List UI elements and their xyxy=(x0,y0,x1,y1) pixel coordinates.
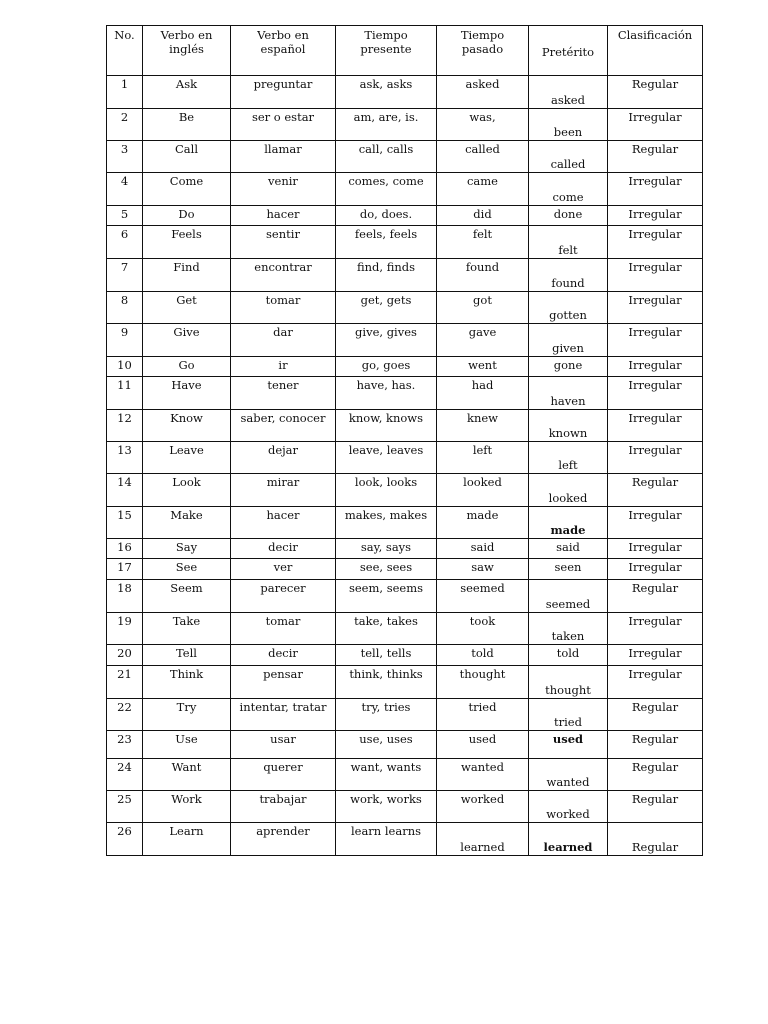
cell-spanish-verb: ser o estar xyxy=(231,109,336,141)
table-row xyxy=(107,580,703,613)
cell-preterite: known xyxy=(529,410,608,442)
cell-english-verb: Go xyxy=(143,357,231,377)
cell-present-tense: look, looks xyxy=(336,474,437,507)
cell-present-tense: comes, come xyxy=(336,173,437,206)
cell-spanish-verb: hacer xyxy=(231,507,336,539)
table-row xyxy=(107,645,703,666)
cell-present-tense: call, calls xyxy=(336,141,437,173)
cell-present-tense: find, finds xyxy=(336,259,437,292)
cell-no: 25 xyxy=(107,791,143,823)
cell-spanish-verb: mirar xyxy=(231,474,336,507)
cell-classification: Irregular xyxy=(608,559,703,580)
cell-present-tense: work, works xyxy=(336,791,437,823)
cell-no: 4 xyxy=(107,173,143,206)
cell-spanish-verb: parecer xyxy=(231,580,336,613)
cell-spanish-verb: saber, conocer xyxy=(231,410,336,442)
table-row xyxy=(107,759,703,791)
cell-present-tense: do, does. xyxy=(336,206,437,226)
cell-present-tense: know, knows xyxy=(336,410,437,442)
cell-spanish-verb: dar xyxy=(231,324,336,357)
cell-no: 26 xyxy=(107,823,143,856)
cell-preterite: made xyxy=(529,507,608,539)
cell-english-verb: Leave xyxy=(143,442,231,474)
cell-past-tense: called xyxy=(437,141,529,173)
cell-present-tense: take, takes xyxy=(336,613,437,645)
verbs-table xyxy=(106,25,703,856)
cell-english-verb: Come xyxy=(143,173,231,206)
cell-english-verb: Give xyxy=(143,324,231,357)
cell-spanish-verb: aprender xyxy=(231,823,336,856)
cell-present-tense: go, goes xyxy=(336,357,437,377)
cell-preterite: used xyxy=(529,731,608,759)
cell-present-tense: see, sees xyxy=(336,559,437,580)
cell-english-verb: Have xyxy=(143,377,231,410)
cell-classification: Irregular xyxy=(608,613,703,645)
cell-no: 11 xyxy=(107,377,143,410)
cell-present-tense: have, has. xyxy=(336,377,437,410)
cell-spanish-verb: decir xyxy=(231,645,336,666)
cell-classification: Regular xyxy=(608,731,703,759)
cell-past-tense: used xyxy=(437,731,529,759)
cell-preterite: called xyxy=(529,141,608,173)
cell-classification: Irregular xyxy=(608,109,703,141)
cell-preterite: thought xyxy=(529,666,608,699)
cell-past-tense: took xyxy=(437,613,529,645)
cell-spanish-verb: tener xyxy=(231,377,336,410)
cell-past-tense: looked xyxy=(437,474,529,507)
cell-classification: Irregular xyxy=(608,666,703,699)
cell-past-tense: seemed xyxy=(437,580,529,613)
cell-no: 24 xyxy=(107,759,143,791)
cell-past-tense: made xyxy=(437,507,529,539)
cell-spanish-verb: tomar xyxy=(231,292,336,324)
cell-present-tense: makes, makes xyxy=(336,507,437,539)
cell-spanish-verb: usar xyxy=(231,731,336,759)
table-row xyxy=(107,666,703,699)
cell-english-verb: Make xyxy=(143,507,231,539)
cell-english-verb: Call xyxy=(143,141,231,173)
cell-no: 1 xyxy=(107,76,143,109)
cell-classification: Regular xyxy=(608,76,703,109)
table-row xyxy=(107,324,703,357)
cell-past-tense: wanted xyxy=(437,759,529,791)
cell-preterite: seemed xyxy=(529,580,608,613)
cell-spanish-verb: decir xyxy=(231,539,336,559)
cell-english-verb: Take xyxy=(143,613,231,645)
table-row xyxy=(107,226,703,259)
table-row xyxy=(107,559,703,580)
cell-classification: Irregular xyxy=(608,173,703,206)
cell-classification: Regular xyxy=(608,141,703,173)
cell-past-tense: told xyxy=(437,645,529,666)
cell-preterite: felt xyxy=(529,226,608,259)
table-row xyxy=(107,357,703,377)
cell-past-tense: found xyxy=(437,259,529,292)
cell-classification: Irregular xyxy=(608,357,703,377)
cell-no: 19 xyxy=(107,613,143,645)
table-row xyxy=(107,206,703,226)
table-row xyxy=(107,613,703,645)
cell-past-tense: was, xyxy=(437,109,529,141)
cell-no: 20 xyxy=(107,645,143,666)
cell-classification: Irregular xyxy=(608,226,703,259)
cell-preterite: learned xyxy=(529,823,608,856)
cell-preterite: found xyxy=(529,259,608,292)
cell-no: 9 xyxy=(107,324,143,357)
cell-english-verb: Tell xyxy=(143,645,231,666)
cell-no: 14 xyxy=(107,474,143,507)
cell-past-tense: came xyxy=(437,173,529,206)
cell-english-verb: Want xyxy=(143,759,231,791)
cell-present-tense: leave, leaves xyxy=(336,442,437,474)
cell-spanish-verb: sentir xyxy=(231,226,336,259)
table-row xyxy=(107,259,703,292)
cell-preterite: tried xyxy=(529,699,608,731)
cell-present-tense: am, are, is. xyxy=(336,109,437,141)
cell-no: 23 xyxy=(107,731,143,759)
header-past-tense: Tiempo pasado xyxy=(437,26,529,76)
cell-classification: Irregular xyxy=(608,645,703,666)
cell-spanish-verb: dejar xyxy=(231,442,336,474)
cell-classification: Irregular xyxy=(608,292,703,324)
cell-present-tense: learn learns xyxy=(336,823,437,856)
cell-spanish-verb: encontrar xyxy=(231,259,336,292)
table-row xyxy=(107,173,703,206)
cell-english-verb: Look xyxy=(143,474,231,507)
cell-past-tense: worked xyxy=(437,791,529,823)
cell-classification: Regular xyxy=(608,474,703,507)
cell-past-tense: felt xyxy=(437,226,529,259)
table-row xyxy=(107,507,703,539)
cell-classification: Irregular xyxy=(608,259,703,292)
cell-no: 13 xyxy=(107,442,143,474)
cell-english-verb: Feels xyxy=(143,226,231,259)
verbs-body xyxy=(107,76,703,856)
cell-spanish-verb: venir xyxy=(231,173,336,206)
header-spanish-verb: Verbo en español xyxy=(231,26,336,76)
cell-english-verb: Find xyxy=(143,259,231,292)
cell-english-verb: Know xyxy=(143,410,231,442)
cell-classification: Regular xyxy=(608,759,703,791)
cell-english-verb: Learn xyxy=(143,823,231,856)
header-preterite: Pretérito xyxy=(529,26,608,76)
cell-preterite: come xyxy=(529,173,608,206)
cell-no: 5 xyxy=(107,206,143,226)
cell-spanish-verb: llamar xyxy=(231,141,336,173)
cell-preterite: given xyxy=(529,324,608,357)
cell-spanish-verb: tomar xyxy=(231,613,336,645)
cell-no: 7 xyxy=(107,259,143,292)
cell-present-tense: get, gets xyxy=(336,292,437,324)
header-no: No. xyxy=(107,26,143,76)
cell-present-tense: say, says xyxy=(336,539,437,559)
cell-classification: Regular xyxy=(608,791,703,823)
cell-classification: Irregular xyxy=(608,377,703,410)
cell-preterite: said xyxy=(529,539,608,559)
cell-preterite: taken xyxy=(529,613,608,645)
cell-preterite: looked xyxy=(529,474,608,507)
cell-preterite: told xyxy=(529,645,608,666)
table-row xyxy=(107,76,703,109)
cell-no: 22 xyxy=(107,699,143,731)
table-row xyxy=(107,410,703,442)
cell-spanish-verb: trabajar xyxy=(231,791,336,823)
cell-preterite: wanted xyxy=(529,759,608,791)
cell-no: 6 xyxy=(107,226,143,259)
cell-past-tense: knew xyxy=(437,410,529,442)
cell-english-verb: Be xyxy=(143,109,231,141)
cell-no: 3 xyxy=(107,141,143,173)
table-row xyxy=(107,699,703,731)
cell-no: 12 xyxy=(107,410,143,442)
cell-classification: Irregular xyxy=(608,324,703,357)
cell-classification: Irregular xyxy=(608,410,703,442)
cell-no: 2 xyxy=(107,109,143,141)
cell-spanish-verb: querer xyxy=(231,759,336,791)
header-english-verb: Verbo en inglés xyxy=(143,26,231,76)
cell-english-verb: Work xyxy=(143,791,231,823)
cell-past-tense: saw xyxy=(437,559,529,580)
header-row xyxy=(107,26,703,76)
cell-preterite: worked xyxy=(529,791,608,823)
cell-english-verb: Ask xyxy=(143,76,231,109)
cell-present-tense: give, gives xyxy=(336,324,437,357)
cell-english-verb: Use xyxy=(143,731,231,759)
table-row xyxy=(107,292,703,324)
cell-present-tense: want, wants xyxy=(336,759,437,791)
cell-present-tense: use, uses xyxy=(336,731,437,759)
cell-spanish-verb: ver xyxy=(231,559,336,580)
cell-preterite: haven xyxy=(529,377,608,410)
cell-no: 8 xyxy=(107,292,143,324)
cell-present-tense: feels, feels xyxy=(336,226,437,259)
table-row xyxy=(107,474,703,507)
cell-present-tense: tell, tells xyxy=(336,645,437,666)
cell-classification: Regular xyxy=(608,699,703,731)
cell-preterite: asked xyxy=(529,76,608,109)
table-row xyxy=(107,377,703,410)
cell-spanish-verb: hacer xyxy=(231,206,336,226)
cell-spanish-verb: pensar xyxy=(231,666,336,699)
cell-present-tense: seem, seems xyxy=(336,580,437,613)
cell-classification: Irregular xyxy=(608,507,703,539)
cell-english-verb: See xyxy=(143,559,231,580)
cell-past-tense: thought xyxy=(437,666,529,699)
cell-preterite: left xyxy=(529,442,608,474)
cell-english-verb: Seem xyxy=(143,580,231,613)
cell-past-tense: learned xyxy=(437,823,529,856)
cell-past-tense: had xyxy=(437,377,529,410)
cell-classification: Irregular xyxy=(608,206,703,226)
cell-past-tense: did xyxy=(437,206,529,226)
header-present-tense: Tiempo presente xyxy=(336,26,437,76)
cell-english-verb: Do xyxy=(143,206,231,226)
cell-spanish-verb: intentar, tratar xyxy=(231,699,336,731)
cell-english-verb: Get xyxy=(143,292,231,324)
table-row xyxy=(107,539,703,559)
cell-preterite: seen xyxy=(529,559,608,580)
table-row xyxy=(107,109,703,141)
cell-classification: Irregular xyxy=(608,442,703,474)
cell-english-verb: Try xyxy=(143,699,231,731)
cell-no: 10 xyxy=(107,357,143,377)
cell-past-tense: got xyxy=(437,292,529,324)
cell-classification: Irregular xyxy=(608,539,703,559)
cell-english-verb: Think xyxy=(143,666,231,699)
header-classification: Clasificación xyxy=(608,26,703,76)
cell-no: 18 xyxy=(107,580,143,613)
cell-past-tense: said xyxy=(437,539,529,559)
cell-no: 21 xyxy=(107,666,143,699)
cell-present-tense: think, thinks xyxy=(336,666,437,699)
cell-english-verb: Say xyxy=(143,539,231,559)
table-row xyxy=(107,731,703,759)
table-row xyxy=(107,823,703,856)
cell-present-tense: try, tries xyxy=(336,699,437,731)
cell-preterite: gone xyxy=(529,357,608,377)
cell-no: 16 xyxy=(107,539,143,559)
cell-past-tense: tried xyxy=(437,699,529,731)
cell-preterite: done xyxy=(529,206,608,226)
cell-past-tense: gave xyxy=(437,324,529,357)
cell-past-tense: asked xyxy=(437,76,529,109)
cell-no: 15 xyxy=(107,507,143,539)
cell-classification: Regular xyxy=(608,823,703,856)
cell-past-tense: went xyxy=(437,357,529,377)
cell-no: 17 xyxy=(107,559,143,580)
table-row xyxy=(107,791,703,823)
table-row xyxy=(107,141,703,173)
table-row xyxy=(107,442,703,474)
cell-preterite: gotten xyxy=(529,292,608,324)
cell-classification: Regular xyxy=(608,580,703,613)
cell-spanish-verb: ir xyxy=(231,357,336,377)
cell-spanish-verb: preguntar xyxy=(231,76,336,109)
cell-present-tense: ask, asks xyxy=(336,76,437,109)
cell-past-tense: left xyxy=(437,442,529,474)
cell-preterite: been xyxy=(529,109,608,141)
